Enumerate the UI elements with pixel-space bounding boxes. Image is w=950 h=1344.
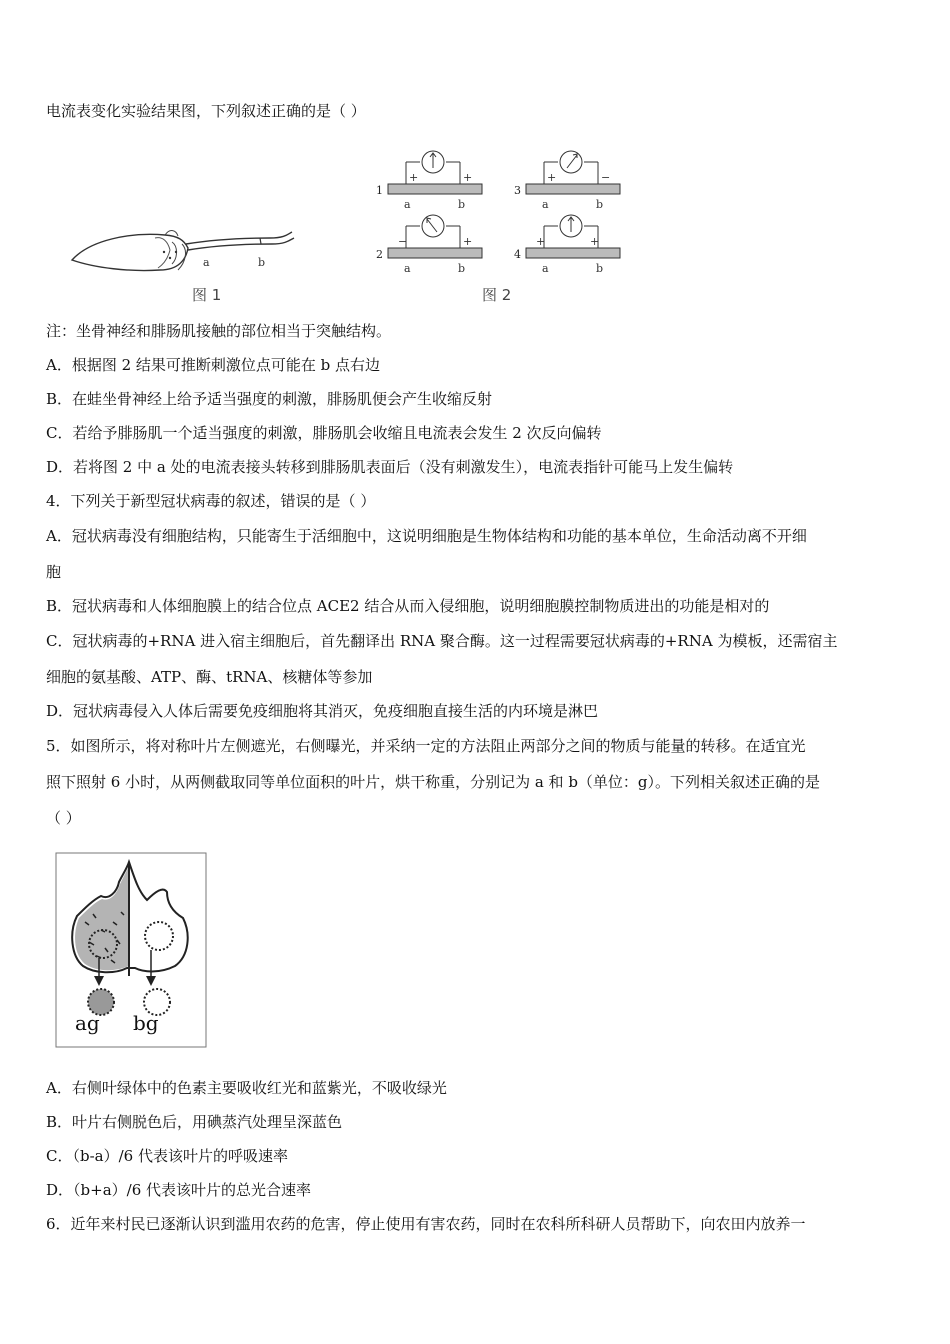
svg-text:+: + [547,171,557,184]
q5-stem-line2: 照下照射 6 小时，从两侧截取同等单位面积的叶片，烘干称重，分别记为 a 和 b（单位：g）。下列相关叙述正确的是 [46,773,821,791]
panel-number: 3 [514,184,521,197]
q6-stem-line1: 6．近年来村民已逐渐认识到滥用农药的危害，停止使用有害农药，同时在农科所科研人员帮助下，向农田内放养一 [46,1215,806,1233]
nerve-muscle-figure [60,140,640,310]
panel-label-b: b [458,198,466,211]
panel-label-b: b [458,262,466,275]
q5-option-b: B．叶片右侧脱色后，用碘蒸汽处理呈深蓝色 [46,1113,343,1131]
leaf-label-a: ag [75,1011,100,1035]
fig2-panel-3 [514,151,620,211]
gastrocnemius-muscle-drawing [72,231,188,271]
panel-label-a: a [404,198,411,211]
q5-stem-line3: （ ） [46,809,81,827]
q4-option-a-line1: A．冠状病毒没有细胞结构，只能寄生于活细胞中，这说明细胞是生物体结构和功能的基本单位，生命活动离不开细 [46,527,807,545]
q4-option-c-line2: 细胞的氨基酸、ATP、酶、tRNA、核糖体等参加 [46,668,373,686]
q4-option-d: D．冠状病毒侵入人体后需要免疫细胞将其消灭，免疫细胞直接生活的内环境是淋巴 [46,702,599,720]
sciatic-nerve-drawing [186,232,294,269]
fig2-panel-4 [514,215,620,275]
q5-leaf-figure [55,852,207,1048]
q5-option-c: C．（b-a）/6 代表该叶片的呼吸速率 [46,1147,288,1165]
panel-label-b: b [596,198,604,211]
svg-text:−: − [398,235,408,248]
fig2-panel-2 [376,215,482,275]
fig2-caption: 图 2 [482,286,512,304]
panel-number: 1 [376,184,383,197]
panel-label-a: a [542,198,549,211]
fig1-caption: 图 1 [192,286,222,304]
q3-option-b: B．在蛙坐骨神经上给予适当强度的刺激，腓肠肌便会产生收缩反射 [46,390,493,408]
q3-option-a: A．根据图 2 结果可推断刺激位点可能在 b 点右边 [46,356,381,374]
fig1-label-b: b [258,256,266,269]
svg-text:−: − [601,171,611,184]
svg-text:+: + [536,235,546,248]
fig2-panel-1 [376,151,482,211]
svg-text:+: + [463,235,473,248]
q4-option-b: B．冠状病毒和人体细胞膜上的结合位点 ACE2 结合从而入侵细胞，说明细胞膜控制物质进出的功能是相对的 [46,597,770,615]
svg-text:+: + [409,171,419,184]
q5-option-d: D．（b+a）/6 代表该叶片的总光合速率 [46,1181,312,1199]
leaf-shading-figure [55,852,207,1048]
q4-option-c-line1: C．冠状病毒的+RNA 进入宿主细胞后，首先翻译出 RNA 聚合酶。这一过程需要冠状病毒的+RNA 为模板，还需宿主 [46,632,838,650]
q3-option-d: D．若将图 2 中 a 处的电流表接头转移到腓肠肌表面后（没有刺激发生），电流表指针可能马上发生偏转 [46,458,734,476]
q4-option-a-line2: 胞 [46,563,62,581]
q3-stem-tail: 电流表变化实验结果图，下列叙述正确的是（ ） [46,102,366,120]
fig1-label-a: a [203,256,210,269]
q5-option-a: A．右侧叶绿体中的色素主要吸收红光和蓝紫光，不吸收绿光 [46,1079,447,1097]
svg-text:+: + [463,171,473,184]
leaf-label-b: bg [133,1011,159,1035]
panel-label-b: b [596,262,604,275]
q3-figure [60,140,640,310]
panel-label-a: a [404,262,411,275]
panel-number: 2 [376,248,383,261]
q3-option-c: C．若给予腓肠肌一个适当强度的刺激，腓肠肌会收缩且电流表会发生 2 次反向偏转 [46,424,602,442]
q5-stem-line1: 5．如图所示，将对称叶片左侧遮光，右侧曝光，并采纳一定的方法阻止两部分之间的物质与能量的转移。在适宜光 [46,737,806,755]
q3-note: 注：坐骨神经和腓肠肌接触的部位相当于突触结构。 [46,322,392,340]
panel-number: 4 [514,248,521,261]
panel-label-a: a [542,262,549,275]
svg-text:+: + [590,235,600,248]
q4-stem: 4．下列关于新型冠状病毒的叙述，错误的是（ ） [46,492,376,510]
